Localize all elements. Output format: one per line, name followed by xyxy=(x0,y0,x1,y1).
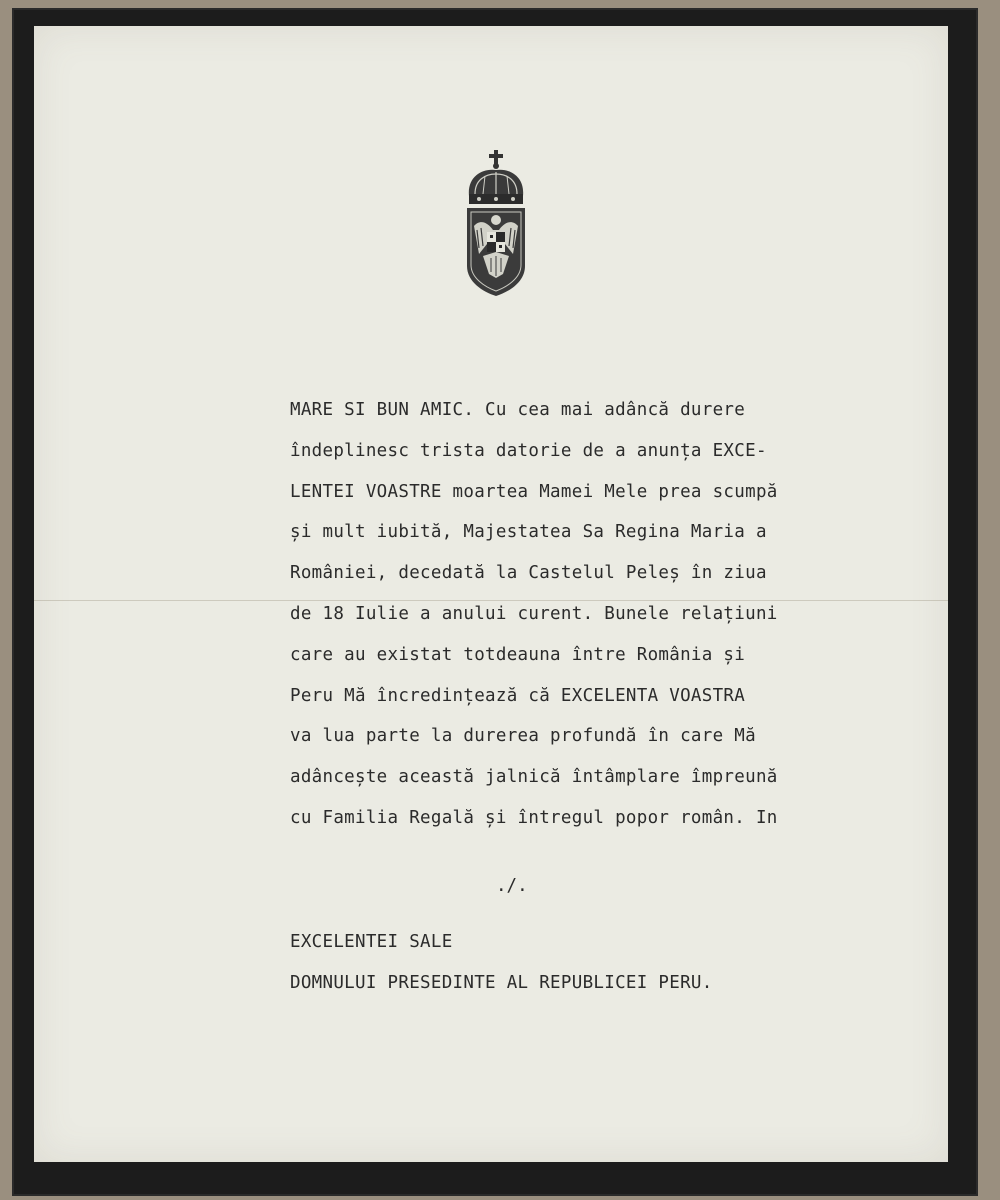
letter-line: și mult iubită, Majestatea Sa Regina Maria a xyxy=(290,522,767,543)
letter-sheet xyxy=(34,26,948,1162)
letter-line: cu Familia Regală și întregul popor român. In xyxy=(290,807,778,828)
address-line-1: EXCELENTEI SALE xyxy=(290,932,453,952)
letter-body xyxy=(290,390,778,839)
continuation-mark: ./. xyxy=(496,876,528,896)
address-line-2: DOMNULUI PRESEDINTE AL REPUBLICEI PERU. xyxy=(290,973,713,993)
letter-line: care au existat totdeauna între România și xyxy=(290,644,746,665)
letter-line: MARE SI BUN AMIC. Cu cea mai adâncă durere xyxy=(290,400,746,420)
letter-line: adâncește această jalnică întâmplare împreună xyxy=(290,767,778,788)
recipient-address xyxy=(290,922,713,1004)
romanian-royal-coat-of-arms-icon xyxy=(461,148,531,298)
letter-line: va lua parte la durerea profundă în care Mă xyxy=(290,726,756,747)
letter-line: Peru Mă încredințează că EXCELENTA VOASTRA xyxy=(290,685,746,706)
letter-line: României, decedată la Castelul Peleș în ziua xyxy=(290,563,767,584)
letter-line: LENTEI VOASTRE moartea Mamei Mele prea scumpă xyxy=(290,481,778,502)
letter-line: îndeplinesc trista datorie de a anunța EXCE- xyxy=(290,440,767,461)
letter-line: de 18 Iulie a anului curent. Bunele relațiuni xyxy=(290,603,778,624)
